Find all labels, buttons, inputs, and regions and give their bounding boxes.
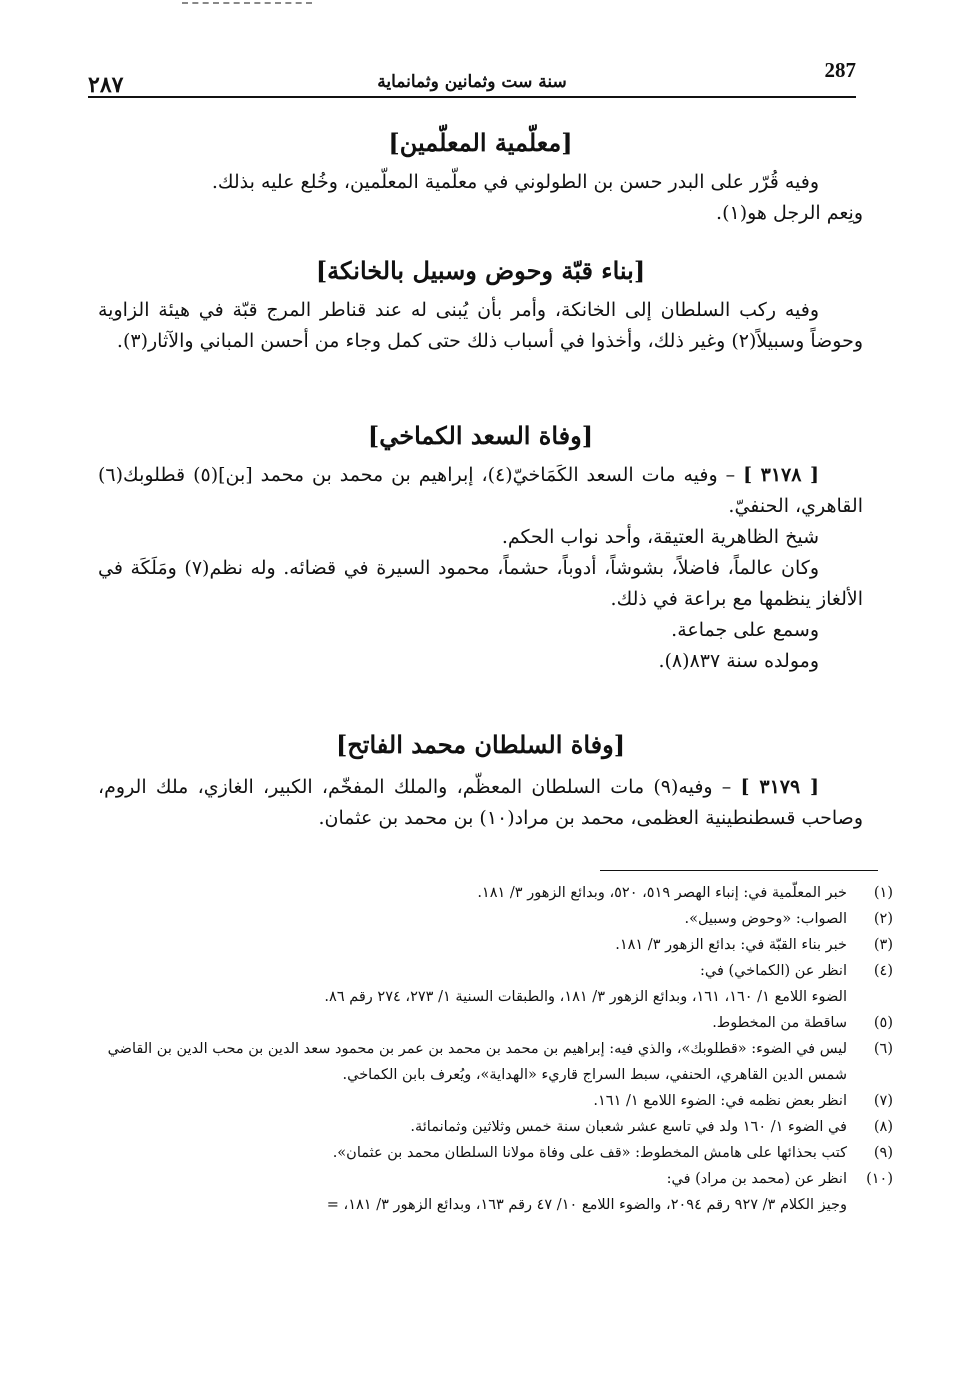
section-body [98, 167, 863, 229]
footnote-text: في الضوء ١/ ١٦٠ ولد في تاسع عشر شعبان سنة خمس وثلاثين وثمانمائة. [410, 1119, 847, 1135]
footnote-number: (٤) [873, 963, 893, 979]
page-number-latin: 287 [824, 58, 856, 82]
footnote-number: (٣) [873, 937, 893, 953]
section-heading: [بناء قبّة وحوض وسبيل بالخانكة] [315, 256, 646, 285]
header-rule [88, 96, 856, 98]
footnote [100, 958, 893, 984]
entry-paragraph [98, 772, 863, 834]
entry-number: [ ٣١٧٩ ] [740, 776, 819, 798]
footnote-text: ليس في الضوء: «قطلوبك»، والذي فيه: إبراهيم بن محمد بن محمد بن عمر بن محمود سعد الدين بن محب الدين بن القاضي شمس الدين القاهري، الحنفي، سبط السراج قاريء «الهداية»، ويُعرف بابن الكماخي. [107, 1041, 847, 1083]
footnote [100, 1088, 893, 1114]
entry-text: – وفيه(٩) مات السلطان المعظّم، والملك المفخّم، الكبير، الغازي، ملك الروم، وصاحب قسطنطينية العظمى، محمد بن مراد(١٠) بن محمد بن عثمان. [98, 776, 863, 829]
footnote-rule [600, 870, 878, 871]
footnote-number: (١٠) [866, 1171, 893, 1187]
paragraph: شيخ الظاهرية العتيقة، وأحد نواب الحكم. [501, 526, 819, 548]
footnote-text: كتب بحذائها على هامش المخطوط: «قف على وفاة مولانا السلطان محمد بن عثمان». [332, 1145, 847, 1161]
paragraph: وفيه قُرّر على البدر حسن بن الطولوني في معلّمية المعلّمين، وخُلع عليه بذلك. [211, 171, 819, 193]
footnote-text: الصواب: «وحوض وسبيل». [684, 911, 847, 927]
paragraph: وسمع على جماعة. [671, 619, 819, 641]
section-heading: [وفاة السعد الكماخي] [367, 421, 594, 450]
entry-number: [ ٣١٧٨ ] [743, 464, 819, 486]
paragraph: ونِعم الرجل هو(١). [716, 202, 863, 224]
footnote [100, 1140, 893, 1166]
footnote-text: انظر عن (الكماخي) في: [700, 963, 847, 979]
footnote-number: (٩) [873, 1145, 893, 1161]
footnote-number: (٦) [873, 1041, 893, 1057]
footnote-text: خبر المعلّمية في: إنباء الهصر ٥١٩، ٥٢٠، وبدائع الزهور ٣/ ١٨١. [477, 885, 847, 901]
footnote [100, 932, 893, 958]
entry-3178 [98, 460, 863, 677]
entry-text: – وفيه مات السعد الكَمَاخيّ(٤)، إبراهيم بن محمد بن محمد [بن](٥) قطلوبك(٦) القاهري، الحنفيّ. [98, 464, 863, 517]
footnote-text: خبر بناء القبّة في: بدائع الزهور ٣/ ١٨١. [615, 937, 847, 953]
footnote [100, 1036, 893, 1088]
footnote-continuation: الضوء اللامع ١/ ١٦٠، ١٦١، وبدائع الزهور ٣/ ١٨١، والطبقات السنية ١/ ٢٧٣، ٢٧٤ رقم ٨٦. [324, 989, 847, 1005]
entry-3179 [98, 772, 863, 834]
section-heading: [وفاة السلطان محمد الفاتح] [335, 730, 626, 759]
footnote [100, 906, 893, 932]
footnote [100, 1010, 893, 1036]
footnote-number: (١) [873, 885, 893, 901]
footnote [100, 1166, 893, 1192]
running-title: سنة ست وثمانين وثمانماية [377, 72, 567, 92]
footnote-number: (٨) [873, 1119, 893, 1135]
footnote [100, 1114, 893, 1140]
footnote-number: (٢) [873, 911, 893, 927]
footnotes [100, 880, 893, 1218]
footnote-text: ساقطة من المخطوط. [712, 1015, 847, 1031]
footnote [100, 880, 893, 906]
page-header [88, 58, 856, 96]
paragraph: وفيه ركب السلطان إلى الخانكة، وأمر بأن يُبنى له عند قناطر المرج قبّة في هيئة الزاوية وحوضاً وسبيلاً(٢) وغير ذلك، وأخذوا في أسباب ذلك حتى كمل وجاء من أحسن المباني والآثار(٣). [98, 299, 863, 352]
footnote-text: انظر بعض نظمه في: الضوء اللامع ١/ ١٦١. [593, 1093, 847, 1109]
top-scan-mark [182, 2, 312, 4]
footnote-number: (٧) [873, 1093, 893, 1109]
footnote-number: (٥) [873, 1015, 893, 1031]
section-heading: [معلّمية المعلّمين] [388, 128, 573, 157]
entry-paragraph [98, 460, 863, 522]
section-body [98, 295, 863, 357]
footnote-continuation: وجيز الكلام ٣/ ٩٢٧ رقم ٢٠٩٤، والضوء اللامع ١٠/ ٤٧ رقم ١٦٣، وبدائع الزهور ٣/ ١٨١، = [326, 1197, 847, 1213]
footnote-text: انظر عن (محمد بن مراد) في: [666, 1171, 847, 1187]
paragraph: ومولده سنة ٨٣٧(٨). [658, 650, 819, 672]
paragraph: وكان عالماً، فاضلاً، بشوشاً، أدوباً، حشماً، محمود السيرة في قضائه. وله نظم(٧) ومَلَكَة في الألغاز ينظمها مع براعة في ذلك. [98, 557, 863, 610]
page-number-arabic: ٢٨٧ [88, 72, 124, 98]
